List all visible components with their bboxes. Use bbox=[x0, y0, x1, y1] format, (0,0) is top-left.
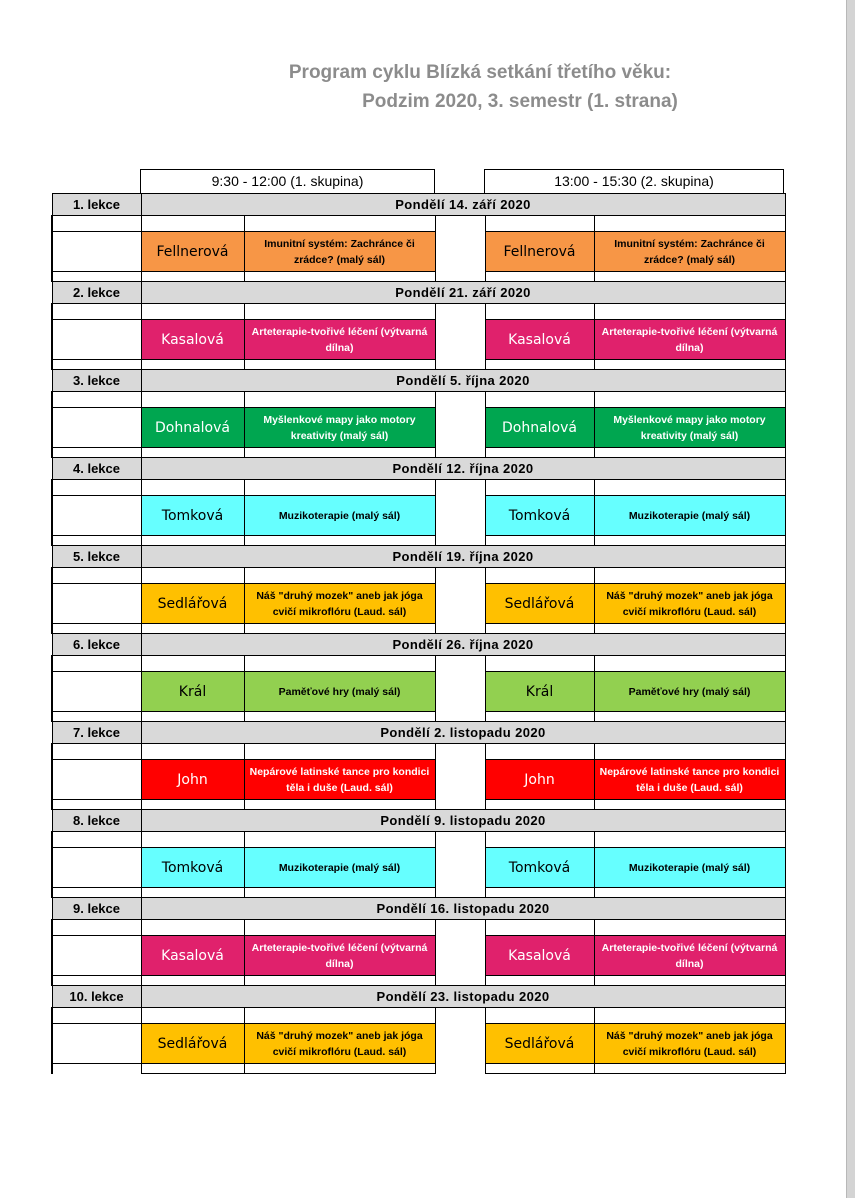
lecturer-group-1: Sedlářová bbox=[141, 584, 244, 624]
lesson-label: 8. lekce bbox=[52, 810, 141, 832]
lesson-header-row bbox=[52, 634, 785, 656]
lesson-header-row bbox=[52, 194, 785, 216]
lecturer-group-2: Tomková bbox=[485, 848, 594, 888]
lecturer-group-1: Sedlářová bbox=[141, 1024, 244, 1064]
lesson-header-row bbox=[52, 458, 785, 480]
group-gap bbox=[435, 672, 485, 712]
topic-group-1: Náš "druhý mozek" aneb jak jóga cvičí mikroflóru (Laud. sál) bbox=[244, 1024, 435, 1064]
lesson-date: Pondělí 5. října 2020 bbox=[141, 370, 785, 392]
topic-group-1: Náš "druhý mozek" aneb jak jóga cvičí mikroflóru (Laud. sál) bbox=[244, 584, 435, 624]
schedule-table bbox=[51, 193, 786, 1074]
lesson-date: Pondělí 12. října 2020 bbox=[141, 458, 785, 480]
lesson-row bbox=[52, 232, 785, 272]
lecturer-group-2: Fellnerová bbox=[485, 232, 594, 272]
lecturer-group-1: John bbox=[141, 760, 244, 800]
lecturer-group-2: Sedlářová bbox=[485, 584, 594, 624]
topic-group-1: Muzikoterapie (malý sál) bbox=[244, 496, 435, 536]
lesson-row bbox=[52, 496, 785, 536]
lesson-label: 3. lekce bbox=[52, 370, 141, 392]
page-title bbox=[150, 58, 850, 116]
lesson-label: 9. lekce bbox=[52, 898, 141, 920]
lecturer-group-1: Dohnalová bbox=[141, 408, 244, 448]
group-gap bbox=[435, 848, 485, 888]
topic-group-1: Arteterapie-tvořivé léčení (výtvarná dílna) bbox=[244, 936, 435, 976]
lesson-date: Pondělí 14. září 2020 bbox=[141, 194, 785, 216]
lesson-row bbox=[52, 760, 785, 800]
lesson-header-row bbox=[52, 282, 785, 304]
topic-group-2: Imunitní systém: Zachránce či zrádce? (malý sál) bbox=[594, 232, 785, 272]
lecturer-group-1: Kasalová bbox=[141, 320, 244, 360]
lesson-header-row bbox=[52, 370, 785, 392]
lesson-date: Pondělí 23. listopadu 2020 bbox=[141, 986, 785, 1008]
lesson-label: 6. lekce bbox=[52, 634, 141, 656]
topic-group-1: Myšlenkové mapy jako motory kreativity (malý sál) bbox=[244, 408, 435, 448]
topic-group-2: Myšlenkové mapy jako motory kreativity (malý sál) bbox=[594, 408, 785, 448]
lecturer-group-2: Dohnalová bbox=[485, 408, 594, 448]
topic-group-2: Muzikoterapie (malý sál) bbox=[594, 848, 785, 888]
topic-group-2: Arteterapie-tvořivé léčení (výtvarná dílna) bbox=[594, 320, 785, 360]
topic-group-2: Muzikoterapie (malý sál) bbox=[594, 496, 785, 536]
lecturer-group-1: Tomková bbox=[141, 848, 244, 888]
lesson-label: 4. lekce bbox=[52, 458, 141, 480]
lesson-label: 5. lekce bbox=[52, 546, 141, 568]
group-gap bbox=[435, 496, 485, 536]
lecturer-group-1: Tomková bbox=[141, 496, 244, 536]
lesson-row bbox=[52, 584, 785, 624]
group-gap bbox=[435, 936, 485, 976]
topic-group-1: Paměťové hry (malý sál) bbox=[244, 672, 435, 712]
lesson-date: Pondělí 2. listopadu 2020 bbox=[141, 722, 785, 744]
lesson-label: 2. lekce bbox=[52, 282, 141, 304]
lesson-row bbox=[52, 672, 785, 712]
page-edge bbox=[846, 0, 855, 1198]
lesson-date: Pondělí 16. listopadu 2020 bbox=[141, 898, 785, 920]
lecturer-group-2: Sedlářová bbox=[485, 1024, 594, 1064]
lesson-date: Pondělí 26. října 2020 bbox=[141, 634, 785, 656]
topic-group-2: Náš "druhý mozek" aneb jak jóga cvičí mikroflóru (Laud. sál) bbox=[594, 584, 785, 624]
title-line-1: Program cyklu Blízká setkání třetího věku: bbox=[288, 62, 672, 83]
lecturer-group-2: Král bbox=[485, 672, 594, 712]
lesson-header-row bbox=[52, 546, 785, 568]
lesson-label: 1. lekce bbox=[52, 194, 141, 216]
group-1-header: 9:30 - 12:00 (1. skupina) bbox=[140, 169, 435, 193]
lesson-row bbox=[52, 408, 785, 448]
group-gap bbox=[435, 232, 485, 272]
lesson-date: Pondělí 19. října 2020 bbox=[141, 546, 785, 568]
lecturer-group-1: Král bbox=[141, 672, 244, 712]
lesson-label: 10. lekce bbox=[52, 986, 141, 1008]
lesson-label: 7. lekce bbox=[52, 722, 141, 744]
topic-group-2: Arteterapie-tvořivé léčení (výtvarná dílna) bbox=[594, 936, 785, 976]
group-2-header: 13:00 - 15:30 (2. skupina) bbox=[484, 169, 784, 193]
lesson-row bbox=[52, 1024, 785, 1064]
lesson-header-row bbox=[52, 898, 785, 920]
lecturer-group-2: John bbox=[485, 760, 594, 800]
lesson-row bbox=[52, 936, 785, 976]
lesson-date: Pondělí 9. listopadu 2020 bbox=[141, 810, 785, 832]
group-gap bbox=[435, 1024, 485, 1064]
group-gap bbox=[435, 320, 485, 360]
lesson-header-row bbox=[52, 986, 785, 1008]
topic-group-2: Nepárové latinské tance pro kondici těla i duše (Laud. sál) bbox=[594, 760, 785, 800]
topic-group-1: Nepárové latinské tance pro kondici těla i duše (Laud. sál) bbox=[244, 760, 435, 800]
lecturer-group-1: Fellnerová bbox=[141, 232, 244, 272]
lecturer-group-1: Kasalová bbox=[141, 936, 244, 976]
lecturer-group-2: Tomková bbox=[485, 496, 594, 536]
lesson-header-row bbox=[52, 722, 785, 744]
group-gap bbox=[435, 584, 485, 624]
topic-group-1: Muzikoterapie (malý sál) bbox=[244, 848, 435, 888]
lesson-row bbox=[52, 848, 785, 888]
group-gap bbox=[435, 408, 485, 448]
topic-group-2: Náš "druhý mozek" aneb jak jóga cvičí mikroflóru (Laud. sál) bbox=[594, 1024, 785, 1064]
group-gap bbox=[435, 760, 485, 800]
topic-group-1: Imunitní systém: Zachránce či zrádce? (malý sál) bbox=[244, 232, 435, 272]
lecturer-group-2: Kasalová bbox=[485, 936, 594, 976]
topic-group-2: Paměťové hry (malý sál) bbox=[594, 672, 785, 712]
lesson-row bbox=[52, 320, 785, 360]
lecturer-group-2: Kasalová bbox=[485, 320, 594, 360]
lesson-date: Pondělí 21. září 2020 bbox=[141, 282, 785, 304]
title-line-2: Podzim 2020, 3. semestr (1. strana) bbox=[362, 91, 678, 112]
topic-group-1: Arteterapie-tvořivé léčení (výtvarná dílna) bbox=[244, 320, 435, 360]
lesson-header-row bbox=[52, 810, 785, 832]
